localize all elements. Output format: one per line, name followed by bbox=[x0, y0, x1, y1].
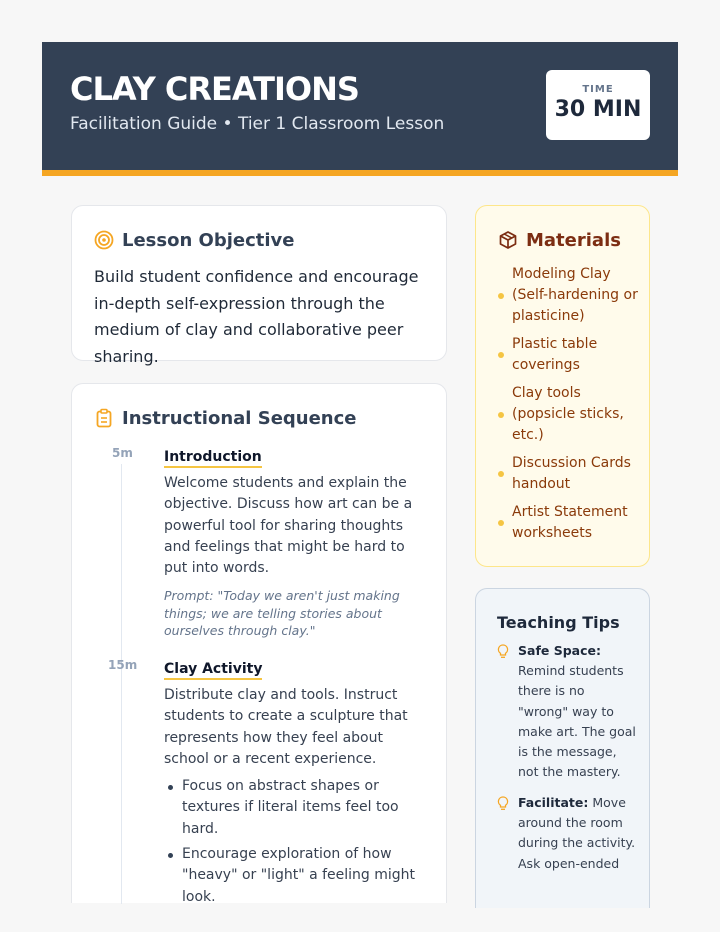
list-item: Encourage exploration of how "heavy" or "light" a feeling might look. bbox=[182, 844, 430, 908]
time-badge bbox=[546, 70, 650, 140]
sequence-step-introduction bbox=[164, 446, 430, 640]
materials-card bbox=[475, 205, 650, 567]
tips-title: Teaching Tips bbox=[497, 613, 620, 632]
objective-title: Lesson Objective bbox=[122, 230, 295, 251]
bullet-dot bbox=[498, 293, 504, 299]
lightbulb-icon bbox=[497, 796, 509, 811]
materials-title: Materials bbox=[526, 230, 621, 251]
step-time: 15m bbox=[108, 658, 138, 672]
header-accent-bar bbox=[42, 170, 678, 176]
step-description: Welcome students and explain the objective. Discuss how art can be a powerful tool for sharing thoughts and feelings that might be hard to put into words. bbox=[164, 475, 413, 577]
sequence-title: Instructional Sequence bbox=[122, 408, 357, 429]
bullet-dot bbox=[498, 471, 504, 477]
bullet-dot bbox=[498, 520, 504, 526]
objective-text: Build student confidence and encourage in-depth self-expression through the medium of clay and collaborative peer sharing. bbox=[94, 267, 419, 366]
step-title: Clay Activity bbox=[164, 661, 262, 680]
tip-item bbox=[497, 793, 637, 874]
tip-text: Move around the room during the activity. Ask open-ended bbox=[518, 795, 636, 871]
list-item: Focus on abstract shapes or textures if literal items feel too hard. bbox=[182, 776, 430, 840]
sequence-card bbox=[71, 383, 447, 903]
list-item: Clay tools (popsicle sticks, etc.) bbox=[498, 383, 638, 446]
time-label: TIME bbox=[582, 84, 614, 95]
list-item: Plastic table coverings bbox=[498, 334, 638, 376]
step-description: Distribute clay and tools. Instruct students to create a sculpture that represents how they feel about school or a recent experience. bbox=[164, 687, 408, 767]
header bbox=[42, 42, 678, 170]
timeline-line bbox=[121, 464, 122, 904]
lightbulb-icon bbox=[497, 644, 509, 659]
objective-card bbox=[71, 205, 447, 366]
bullet-dot bbox=[498, 352, 504, 358]
tip-text: Remind students there is no "wrong" way to make art. The goal is the message, not the mastery. bbox=[518, 663, 636, 780]
bullet-dot bbox=[498, 412, 504, 418]
step-prompt: Prompt: "Today we aren't just making things; we are telling stories about ourselves through clay." bbox=[164, 588, 400, 639]
materials-list bbox=[498, 264, 638, 551]
page-title: CLAY CREATIONS bbox=[70, 70, 359, 108]
step-bullet-list bbox=[164, 776, 430, 908]
step-time: 5m bbox=[112, 446, 133, 460]
time-value: 30 MIN bbox=[554, 97, 642, 122]
clipboard-icon bbox=[94, 408, 114, 428]
list-item: Modeling Clay (Self-hardening or plasticine) bbox=[498, 264, 638, 327]
page-subtitle: Facilitation Guide • Tier 1 Classroom Lesson bbox=[70, 114, 445, 134]
list-item: Discussion Cards handout bbox=[498, 453, 638, 495]
tip-label: Facilitate: bbox=[518, 795, 589, 810]
tip-label: Safe Space: bbox=[518, 643, 601, 658]
teaching-tips-card bbox=[475, 588, 650, 908]
box-icon bbox=[498, 230, 518, 250]
sequence-step-clay-activity bbox=[164, 658, 430, 912]
tip-item bbox=[497, 641, 637, 782]
list-item: Artist Statement worksheets bbox=[498, 502, 638, 544]
target-icon bbox=[94, 230, 114, 250]
step-title: Introduction bbox=[164, 449, 262, 468]
